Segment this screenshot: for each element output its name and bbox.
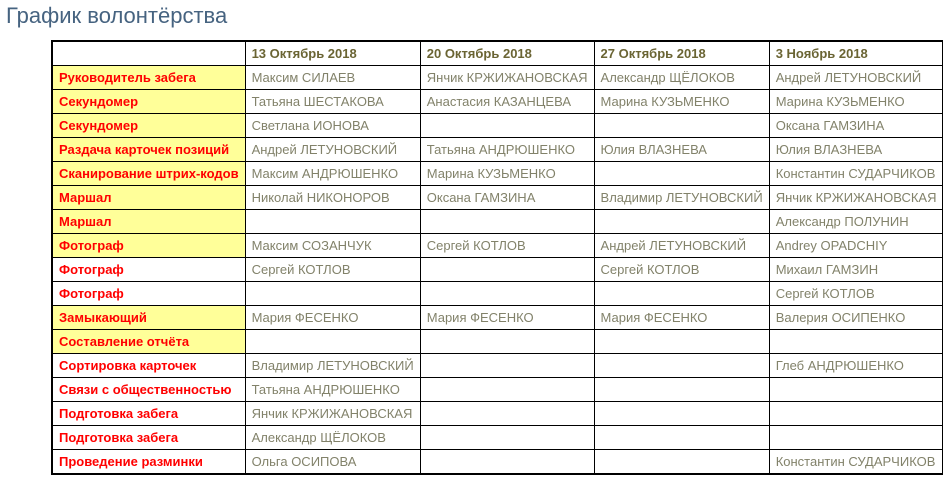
volunteer-cell <box>594 282 769 306</box>
volunteer-cell <box>594 354 769 378</box>
role-cell: Маршал <box>52 186 245 210</box>
volunteer-cell <box>769 378 943 402</box>
table-body <box>52 66 943 475</box>
table-header <box>52 41 943 66</box>
table-row <box>52 234 943 258</box>
volunteer-cell <box>420 282 594 306</box>
role-cell: Проведение разминки <box>52 450 245 475</box>
table-row <box>52 450 943 475</box>
volunteer-cell: Светлана ИОНОВА <box>245 114 420 138</box>
volunteer-cell: Константин СУДАРЧИКОВ <box>769 162 943 186</box>
volunteer-cell <box>420 114 594 138</box>
role-cell: Руководитель забега <box>52 66 245 90</box>
volunteer-cell <box>594 114 769 138</box>
volunteer-cell: Анастасия КАЗАНЦЕВА <box>420 90 594 114</box>
volunteer-cell: Оксана ГАМЗИНА <box>769 114 943 138</box>
role-cell: Секундомер <box>52 90 245 114</box>
role-cell: Раздача карточек позиций <box>52 138 245 162</box>
volunteer-cell: Максим АНДРЮШЕНКО <box>245 162 420 186</box>
volunteer-cell: Ольга ОСИПОВА <box>245 450 420 475</box>
role-cell: Замыкающий <box>52 306 245 330</box>
volunteer-cell: Максим СИЛАЕВ <box>245 66 420 90</box>
role-cell: Составление отчёта <box>52 330 245 354</box>
table-row <box>52 186 943 210</box>
volunteer-cell: Янчик КРЖИЖАНОВСКАЯ <box>420 66 594 90</box>
corner-header-cell <box>52 41 245 66</box>
volunteer-cell: Андрей ЛЕТУНОВСКИЙ <box>769 66 943 90</box>
volunteer-cell: Николай НИКОНОРОВ <box>245 186 420 210</box>
role-cell: Маршал <box>52 210 245 234</box>
table-row <box>52 138 943 162</box>
volunteer-cell: Михаил ГАМЗИН <box>769 258 943 282</box>
volunteer-schedule-table <box>51 40 943 475</box>
date-column-header: 20 Октябрь 2018 <box>420 41 594 66</box>
volunteer-cell <box>245 330 420 354</box>
table-row <box>52 282 943 306</box>
volunteer-cell: Марина КУЗЬМЕНКО <box>594 90 769 114</box>
volunteer-cell <box>420 258 594 282</box>
table-row <box>52 114 943 138</box>
volunteer-cell: Андрей ЛЕТУНОВСКИЙ <box>245 138 420 162</box>
volunteer-cell <box>420 330 594 354</box>
role-cell: Связи с общественностью <box>52 378 245 402</box>
volunteer-cell: Максим СОЗАНЧУК <box>245 234 420 258</box>
volunteer-cell <box>594 450 769 475</box>
volunteer-cell <box>769 330 943 354</box>
table-row <box>52 306 943 330</box>
role-cell: Фотограф <box>52 258 245 282</box>
table-row <box>52 66 943 90</box>
role-cell: Фотограф <box>52 234 245 258</box>
table-row <box>52 330 943 354</box>
role-cell: Подготовка забега <box>52 426 245 450</box>
role-cell: Подготовка забега <box>52 402 245 426</box>
volunteer-cell: Янчик КРЖИЖАНОВСКАЯ <box>769 186 943 210</box>
header-row <box>52 41 943 66</box>
volunteer-cell: Юлия ВЛАЗНЕВА <box>769 138 943 162</box>
volunteer-cell: Татьяна АНДРЮШЕНКО <box>245 378 420 402</box>
volunteer-cell: Константин СУДАРЧИКОВ <box>769 450 943 475</box>
volunteer-cell: Сергей КОТЛОВ <box>769 282 943 306</box>
table-row <box>52 258 943 282</box>
volunteer-cell: Сергей КОТЛОВ <box>594 258 769 282</box>
volunteer-cell: Татьяна ШЕСТАКОВА <box>245 90 420 114</box>
date-column-header: 3 Ноябрь 2018 <box>769 41 943 66</box>
volunteer-cell <box>594 402 769 426</box>
volunteer-cell: Янчик КРЖИЖАНОВСКАЯ <box>245 402 420 426</box>
volunteer-cell: Оксана ГАМЗИНА <box>420 186 594 210</box>
volunteer-cell: Владимир ЛЕТУНОВСКИЙ <box>245 354 420 378</box>
volunteer-cell: Александр ПОЛУНИН <box>769 210 943 234</box>
volunteer-cell <box>420 210 594 234</box>
volunteer-cell: Andrey OPADCHIY <box>769 234 943 258</box>
role-cell: Сканирование штрих-кодов <box>52 162 245 186</box>
volunteer-cell <box>420 354 594 378</box>
volunteer-cell: Юлия ВЛАЗНЕВА <box>594 138 769 162</box>
volunteer-cell: Марина КУЗЬМЕНКО <box>769 90 943 114</box>
volunteer-cell: Мария ФЕСЕНКО <box>420 306 594 330</box>
volunteer-cell <box>420 402 594 426</box>
volunteer-cell: Глеб АНДРЮШЕНКО <box>769 354 943 378</box>
volunteer-cell <box>594 162 769 186</box>
volunteer-cell: Татьяна АНДРЮШЕНКО <box>420 138 594 162</box>
volunteer-cell <box>420 426 594 450</box>
volunteer-cell <box>420 378 594 402</box>
table-row <box>52 402 943 426</box>
table-row <box>52 426 943 450</box>
volunteer-cell <box>594 378 769 402</box>
volunteer-cell <box>245 210 420 234</box>
table-row <box>52 354 943 378</box>
volunteer-cell <box>769 426 943 450</box>
date-column-header: 13 Октябрь 2018 <box>245 41 420 66</box>
volunteer-cell: Валерия ОСИПЕНКО <box>769 306 943 330</box>
table-row <box>52 162 943 186</box>
table-row <box>52 210 943 234</box>
volunteer-cell <box>769 402 943 426</box>
volunteer-cell <box>420 450 594 475</box>
table-row <box>52 378 943 402</box>
volunteer-cell: Марина КУЗЬМЕНКО <box>420 162 594 186</box>
role-cell: Фотограф <box>52 282 245 306</box>
date-column-header: 27 Октябрь 2018 <box>594 41 769 66</box>
volunteer-cell: Александр ЩЁЛОКОВ <box>245 426 420 450</box>
volunteer-cell: Мария ФЕСЕНКО <box>245 306 420 330</box>
table-row <box>52 90 943 114</box>
role-cell: Сортировка карточек <box>52 354 245 378</box>
volunteer-cell: Владимир ЛЕТУНОВСКИЙ <box>594 186 769 210</box>
volunteer-cell: Мария ФЕСЕНКО <box>594 306 769 330</box>
volunteer-cell <box>245 282 420 306</box>
volunteer-cell <box>594 330 769 354</box>
volunteer-cell <box>594 426 769 450</box>
page-title: График волонтёрства <box>6 3 228 28</box>
volunteer-cell: Андрей ЛЕТУНОВСКИЙ <box>594 234 769 258</box>
role-cell: Секундомер <box>52 114 245 138</box>
volunteer-cell: Сергей КОТЛОВ <box>245 258 420 282</box>
volunteer-cell <box>594 210 769 234</box>
volunteer-cell: Александр ЩЁЛОКОВ <box>594 66 769 90</box>
volunteer-cell: Сергей КОТЛОВ <box>420 234 594 258</box>
